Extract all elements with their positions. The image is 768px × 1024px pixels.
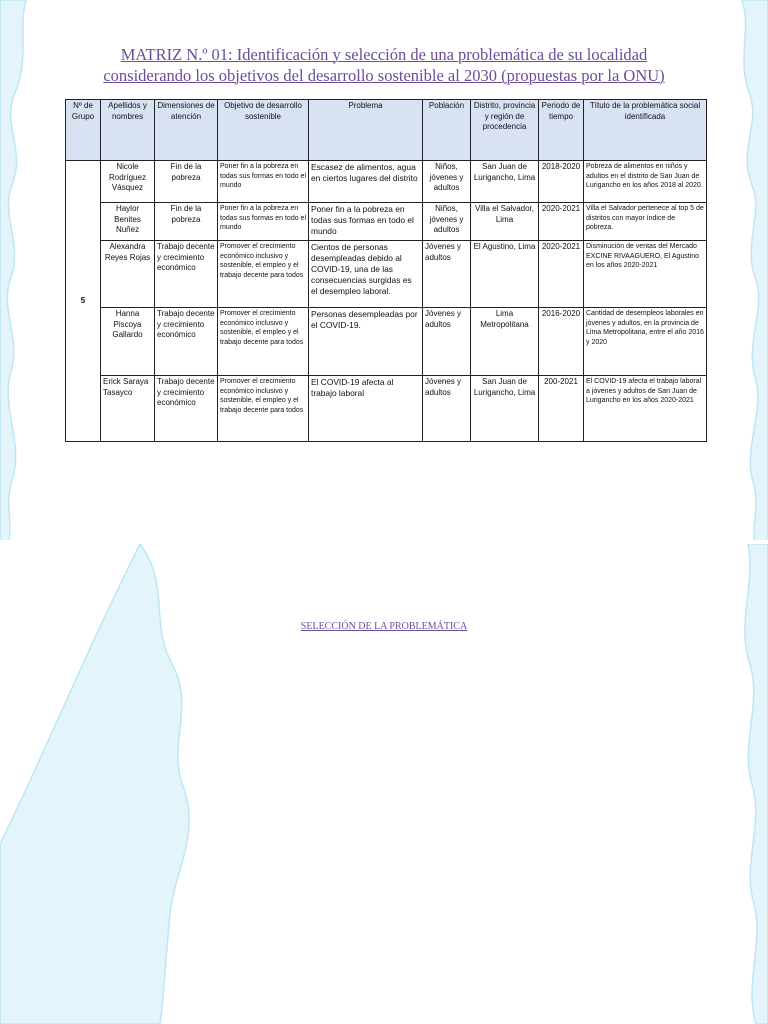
cell-periodo: 200-2021 <box>539 376 584 442</box>
cell-dimension: Fin de la pobreza <box>155 203 218 241</box>
cell-poblacion: Jóvenes y adultos <box>423 376 471 442</box>
cell-titulo: Villa el Salvador pertenece al top 5 de distritos con mayor índice de pobreza. <box>584 203 707 241</box>
cell-nombre: Hanna Piscoya Gallardo <box>101 308 155 376</box>
cell-dimension: Trabajo decente y crecimiento económico <box>155 308 218 376</box>
table-row <box>66 241 707 308</box>
title-line-2: considerando los objetivos del desarrollo sostenible al 2030 (propuestas por la ONU) <box>103 66 665 85</box>
cell-problema: El COVID-19 afecta al trabajo laboral <box>309 376 423 442</box>
cell-dimension: Trabajo decente y crecimiento económico <box>155 376 218 442</box>
document-title <box>60 44 708 86</box>
cell-objetivo: Promover el crecimiento económico inclusivo y sostenible, el empleo y el trabajo decente para todos <box>218 308 309 376</box>
cell-periodo: 2018-2020 <box>539 161 584 203</box>
cell-objetivo: Promover el crecimiento económico inclusivo y sostenible, el empleo y el trabajo decente para todos <box>218 241 309 308</box>
header-titulo: Título de la problemática social identificada <box>584 100 707 161</box>
cell-objetivo: Promover el crecimiento económico inclusivo y sostenible, el empleo y el trabajo decente para todos <box>218 376 309 442</box>
header-problema: Problema <box>309 100 423 161</box>
cell-periodo: 2020-2021 <box>539 203 584 241</box>
table-row <box>66 203 707 241</box>
cell-nombre: Alexandra Reyes Rojas <box>101 241 155 308</box>
header-objetivo: Objetivo de desarrollo sostenible <box>218 100 309 161</box>
cell-titulo: Pobreza de alimentos en niños y adultos en el distrito de San Juan de Lurigancho en los años 2018 al 2020. <box>584 161 707 203</box>
header-dimensiones: Dimensiones de atención <box>155 100 218 161</box>
cell-nombre: Nicole Rodríguez Vásquez <box>101 161 155 203</box>
cell-objetivo: Poner fin a la pobreza en todas sus formas en todo el mundo <box>218 203 309 241</box>
cell-nombre: Erick Saraya Tasayco <box>101 376 155 442</box>
section-subtitle: SELECCIÓN DE LA PROBLEMÁTICA <box>300 621 468 632</box>
cell-distrito: Lima Metropolitana <box>471 308 539 376</box>
cell-distrito: Villa el Salvador, Lima <box>471 203 539 241</box>
wave-border-decoration-2 <box>0 544 768 1024</box>
problem-matrix-table <box>65 99 707 442</box>
header-distrito: Distrito, provincia y región de procedencia <box>471 100 539 161</box>
header-grupo: Nº de Grupo <box>66 100 101 161</box>
cell-dimension: Fin de la pobreza <box>155 161 218 203</box>
cell-problema: Personas desempleadas por el COVID-19. <box>309 308 423 376</box>
cell-poblacion: Niños, jóvenes y adultos <box>423 203 471 241</box>
document-page-2 <box>0 544 768 1024</box>
table-row <box>66 376 707 442</box>
cell-periodo: 2020-2021 <box>539 241 584 308</box>
header-apellidos: Apellidos y nombres <box>101 100 155 161</box>
cell-distrito: El Agustino, Lima <box>471 241 539 308</box>
cell-titulo: Disminución de ventas del Mercado EXCINE RIVAAGUERO, El Agustino en los años 2020-2021 <box>584 241 707 308</box>
cell-problema: Cientos de personas desempleadas debido al COVID-19, una de las consecuencias surgidas es el desempleo laboral. <box>309 241 423 308</box>
cell-grupo: 5 <box>66 161 101 442</box>
cell-distrito: San Juan de Lurigancho, Lima <box>471 161 539 203</box>
table-row <box>66 161 707 203</box>
cell-nombre: Haylor Benites Nuñez <box>101 203 155 241</box>
cell-titulo: El COVID-19 afecta el trabajo laboral a jóvenes y adultos de San Juan de Lurigancho en los años 2020-2021 <box>584 376 707 442</box>
cell-problema: Escasez de alimentos, agua en ciertos lugares del distrito <box>309 161 423 203</box>
cell-poblacion: Jóvenes y adultos <box>423 308 471 376</box>
cell-poblacion: Niños, jóvenes y adultos <box>423 161 471 203</box>
header-periodo: Periodo de tiempo <box>539 100 584 161</box>
table-row <box>66 308 707 376</box>
title-line-1: MATRIZ N.º 01: Identificación y selección de una problemática de su localidad <box>120 45 648 64</box>
cell-titulo: Cantidad de desempleos laborales en jóvenes y adultos, en la provincia de Lima Metropolitana, entre el año 2016 y 2020 <box>584 308 707 376</box>
table-header-row <box>66 100 707 161</box>
cell-objetivo: Poner fin a la pobreza en todas sus formas en todo el mundo <box>218 161 309 203</box>
cell-distrito: San Juan de Lurigancho, Lima <box>471 376 539 442</box>
cell-periodo: 2016-2020 <box>539 308 584 376</box>
cell-poblacion: Jóvenes y adultos <box>423 241 471 308</box>
header-poblacion: Población <box>423 100 471 161</box>
cell-dimension: Trabajo decente y crecimiento económico <box>155 241 218 308</box>
cell-problema: Poner fin a la pobreza en todas sus formas en todo el mundo <box>309 203 423 241</box>
